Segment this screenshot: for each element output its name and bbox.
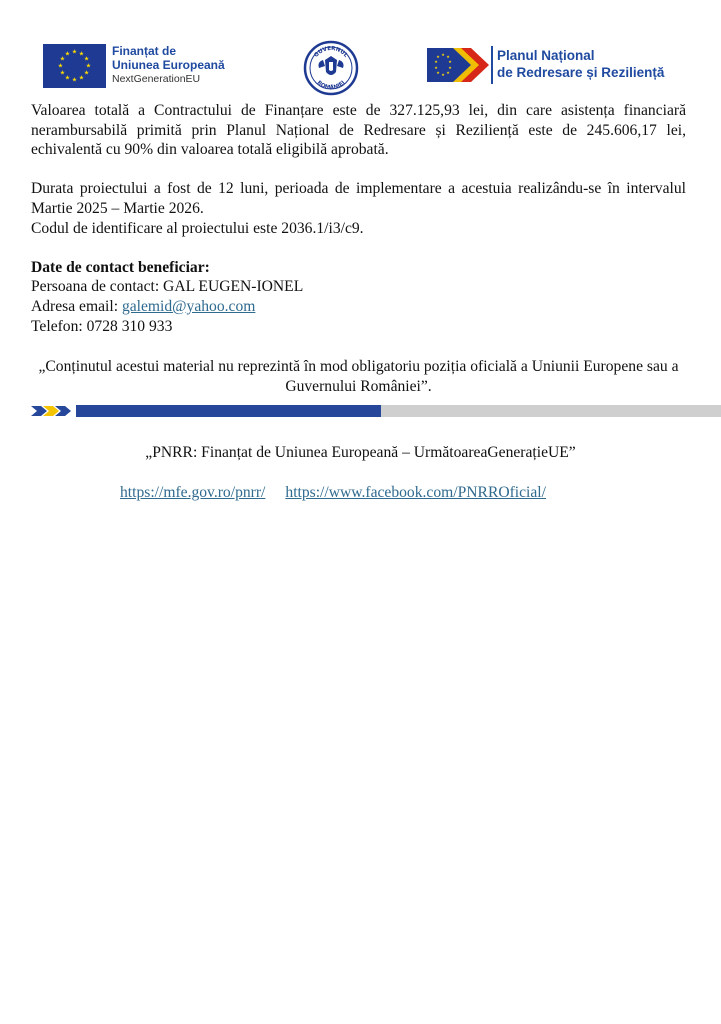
divider-blue-segment bbox=[76, 405, 381, 417]
pnrr-arrows-icon bbox=[427, 46, 491, 84]
svg-text:★: ★ bbox=[83, 69, 90, 77]
eu-logo-line2: Uniunea Europeană bbox=[112, 58, 225, 72]
svg-text:★: ★ bbox=[436, 54, 440, 59]
financing-paragraph: Valoarea totală a Contractului de Finanțare este de 327.125,93 lei, din care asistența financiară nerambursabilă primită prin Planul Național de Redresare și Reziliență este de 245.606,17 lei, echivalentă cu 90% din valoarea totală eligibilă aprobată. bbox=[31, 102, 686, 159]
romanian-government-seal-icon bbox=[303, 40, 359, 96]
eu-funding-logo bbox=[43, 44, 243, 90]
svg-text:★: ★ bbox=[441, 72, 445, 77]
svg-text:★: ★ bbox=[59, 55, 66, 63]
svg-text:★: ★ bbox=[59, 69, 66, 77]
pnrr-logo bbox=[427, 46, 707, 86]
eu-logo-line3: NextGenerationEU bbox=[112, 73, 201, 85]
svg-text:★: ★ bbox=[64, 50, 71, 58]
svg-text:★: ★ bbox=[64, 74, 71, 82]
pnrr-divider bbox=[491, 46, 493, 84]
svg-text:★: ★ bbox=[446, 70, 450, 75]
email-line bbox=[31, 297, 686, 317]
svg-text:★: ★ bbox=[446, 54, 450, 59]
divider-arrows-icon bbox=[31, 406, 75, 416]
contact-heading: Date de contact beneficiar: bbox=[31, 258, 210, 276]
svg-text:★: ★ bbox=[71, 76, 78, 84]
contact-person: Persoana de contact: GAL EUGEN-IONEL bbox=[31, 278, 304, 296]
svg-text:★: ★ bbox=[434, 59, 438, 64]
phone-line: Telefon: 0728 310 933 bbox=[31, 317, 173, 335]
eu-flag-icon bbox=[43, 44, 106, 88]
svg-text:★: ★ bbox=[448, 59, 452, 64]
pnrr-slogan: „PNRR: Finanțat de Uniunea Europeană – UrmătoareaGenerațieUE” bbox=[145, 444, 576, 461]
footer-links bbox=[120, 483, 546, 503]
svg-text:★: ★ bbox=[436, 70, 440, 75]
eu-logo-text bbox=[112, 44, 225, 87]
header-logos bbox=[0, 40, 721, 95]
svg-text:★: ★ bbox=[71, 48, 78, 56]
svg-text:★: ★ bbox=[57, 62, 64, 70]
seal-top-text: GUVERNUL bbox=[313, 45, 349, 59]
divider-grey-segment bbox=[381, 405, 721, 417]
svg-text:★: ★ bbox=[78, 50, 85, 58]
svg-text:★: ★ bbox=[85, 62, 92, 70]
disclaimer-text: „Conținutul acestui material nu reprezintă în mod obligatoriu poziția oficială a Uniunii Europene sau a Guvernului României”. bbox=[38, 358, 679, 395]
svg-text:★: ★ bbox=[448, 65, 452, 70]
duration-paragraph: Durata proiectului a fost de 12 luni, perioada de implementare a acestuia realizându-se în intervalul Martie 2025 – Martie 2026. bbox=[31, 180, 686, 217]
divider-bar bbox=[0, 405, 721, 417]
svg-text:★: ★ bbox=[78, 74, 85, 82]
project-code-paragraph: Codul de identificare al proiectului este 2036.1/i3/c9. bbox=[31, 219, 364, 237]
pnrr-logo-text bbox=[497, 47, 664, 81]
email-label: Adresa email: bbox=[31, 297, 122, 315]
svg-text:★: ★ bbox=[434, 65, 438, 70]
main-content bbox=[31, 101, 686, 336]
mfe-pnrr-link[interactable]: https://mfe.gov.ro/pnrr/ bbox=[120, 484, 266, 501]
svg-text:★: ★ bbox=[83, 55, 90, 63]
pnrr-logo-line1: Planul Național bbox=[497, 48, 595, 63]
email-link[interactable]: galemid@yahoo.com bbox=[121, 297, 256, 315]
facebook-pnrr-link[interactable]: https://www.facebook.com/PNRROficial/ bbox=[285, 484, 546, 501]
seal-bottom-text: ROMÂNIEI bbox=[315, 79, 347, 92]
eu-logo-line1: Finanțat de bbox=[112, 44, 177, 58]
svg-text:★: ★ bbox=[441, 52, 445, 57]
pnrr-logo-line2: de Redresare și Reziliență bbox=[497, 65, 665, 80]
